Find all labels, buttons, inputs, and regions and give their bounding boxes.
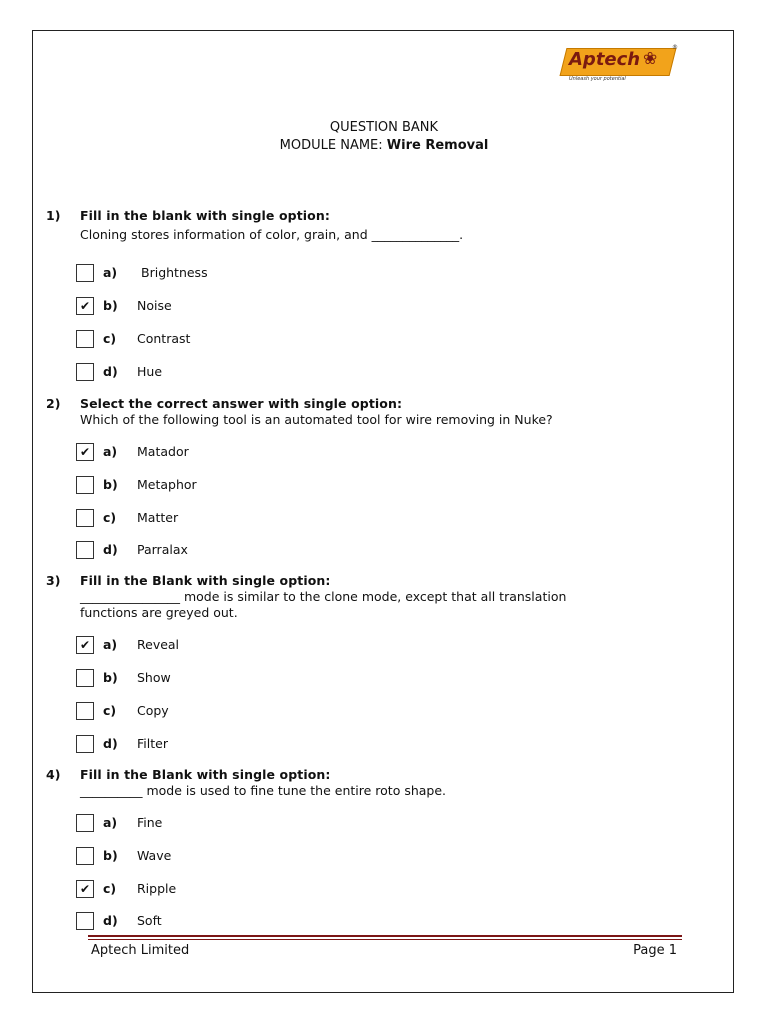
- check-icon: ✔: [79, 299, 91, 313]
- question-text: functions are greyed out.: [80, 605, 238, 620]
- checkbox[interactable]: [76, 509, 94, 527]
- option-letter: a): [103, 265, 118, 280]
- option-label: Parralax: [137, 542, 188, 557]
- checkbox-checked[interactable]: [76, 880, 94, 898]
- option-label: Contrast: [137, 331, 191, 346]
- footer-rule-thin: [88, 939, 682, 940]
- module-line: [0, 138, 768, 153]
- question-text: Cloning stores information of color, grain, and ______________.: [80, 227, 464, 242]
- check-icon: ✔: [79, 882, 91, 896]
- question-number: 4): [46, 767, 61, 782]
- option-label: Brightness: [141, 265, 208, 280]
- checkbox-checked[interactable]: [76, 443, 94, 461]
- checkbox[interactable]: [76, 669, 94, 687]
- checkbox[interactable]: [76, 847, 94, 865]
- option-letter: d): [103, 364, 118, 379]
- question-heading: Fill in the Blank with single option:: [80, 573, 331, 588]
- registered-mark: ®: [672, 44, 678, 51]
- option-letter: b): [103, 848, 118, 863]
- option-label: Copy: [137, 703, 169, 718]
- page-title: QUESTION BANK: [329, 120, 439, 135]
- option-letter: a): [103, 637, 118, 652]
- option-label: Filter: [137, 736, 168, 751]
- checkbox-checked[interactable]: [76, 636, 94, 654]
- check-icon: ✔: [79, 638, 91, 652]
- logo-tagline: Unleash your potential: [569, 76, 626, 82]
- checkbox-checked[interactable]: [76, 297, 94, 315]
- option-label: Ripple: [137, 881, 177, 896]
- option-letter: b): [103, 298, 118, 313]
- checkbox[interactable]: [76, 814, 94, 832]
- checkbox[interactable]: [76, 912, 94, 930]
- question-heading: Fill in the Blank with single option:: [80, 767, 331, 782]
- option-letter: c): [103, 331, 117, 346]
- module-label: MODULE NAME:: [279, 138, 387, 153]
- question-text: ________________ mode is similar to the clone mode, except that all translation: [80, 589, 567, 604]
- option-label: Wave: [137, 848, 172, 863]
- logo-brand: Aptech: [569, 49, 641, 70]
- option-label: Fine: [137, 815, 163, 830]
- option-letter: b): [103, 670, 118, 685]
- option-label: Reveal: [137, 637, 180, 652]
- option-letter: d): [103, 542, 118, 557]
- question-text: __________ mode is used to fine tune the entire roto shape.: [80, 783, 447, 798]
- checkbox[interactable]: [76, 541, 94, 559]
- option-letter: d): [103, 913, 118, 928]
- checkbox[interactable]: [76, 264, 94, 282]
- checkbox[interactable]: [76, 702, 94, 720]
- footer-company: Aptech Limited: [91, 943, 190, 958]
- option-letter: c): [103, 510, 117, 525]
- option-label: Matador: [137, 444, 189, 459]
- option-label: Soft: [137, 913, 162, 928]
- question-heading: Select the correct answer with single option:: [80, 396, 403, 411]
- option-letter: a): [103, 444, 118, 459]
- question-number: 2): [46, 396, 61, 411]
- option-label: Matter: [137, 510, 179, 525]
- option-letter: d): [103, 736, 118, 751]
- option-label: Show: [137, 670, 171, 685]
- footer-rule: [88, 935, 682, 937]
- aptech-logo: [563, 44, 678, 82]
- checkbox[interactable]: [76, 330, 94, 348]
- checkbox[interactable]: [76, 363, 94, 381]
- question-number: 1): [46, 208, 61, 223]
- question-heading: Fill in the blank with single option:: [80, 208, 330, 223]
- option-letter: c): [103, 703, 117, 718]
- question-text: Which of the following tool is an automated tool for wire removing in Nuke?: [80, 412, 553, 427]
- paw-icon: ❀: [643, 49, 658, 69]
- question-number: 3): [46, 573, 61, 588]
- module-name: Wire Removal: [386, 138, 489, 153]
- option-letter: c): [103, 881, 117, 896]
- checkbox[interactable]: [76, 476, 94, 494]
- option-label: Hue: [137, 364, 163, 379]
- check-icon: ✔: [79, 445, 91, 459]
- option-letter: a): [103, 815, 118, 830]
- option-label: Noise: [137, 298, 172, 313]
- checkbox[interactable]: [76, 735, 94, 753]
- footer-page-number: Page 1: [633, 943, 677, 958]
- option-letter: b): [103, 477, 118, 492]
- option-label: Metaphor: [137, 477, 197, 492]
